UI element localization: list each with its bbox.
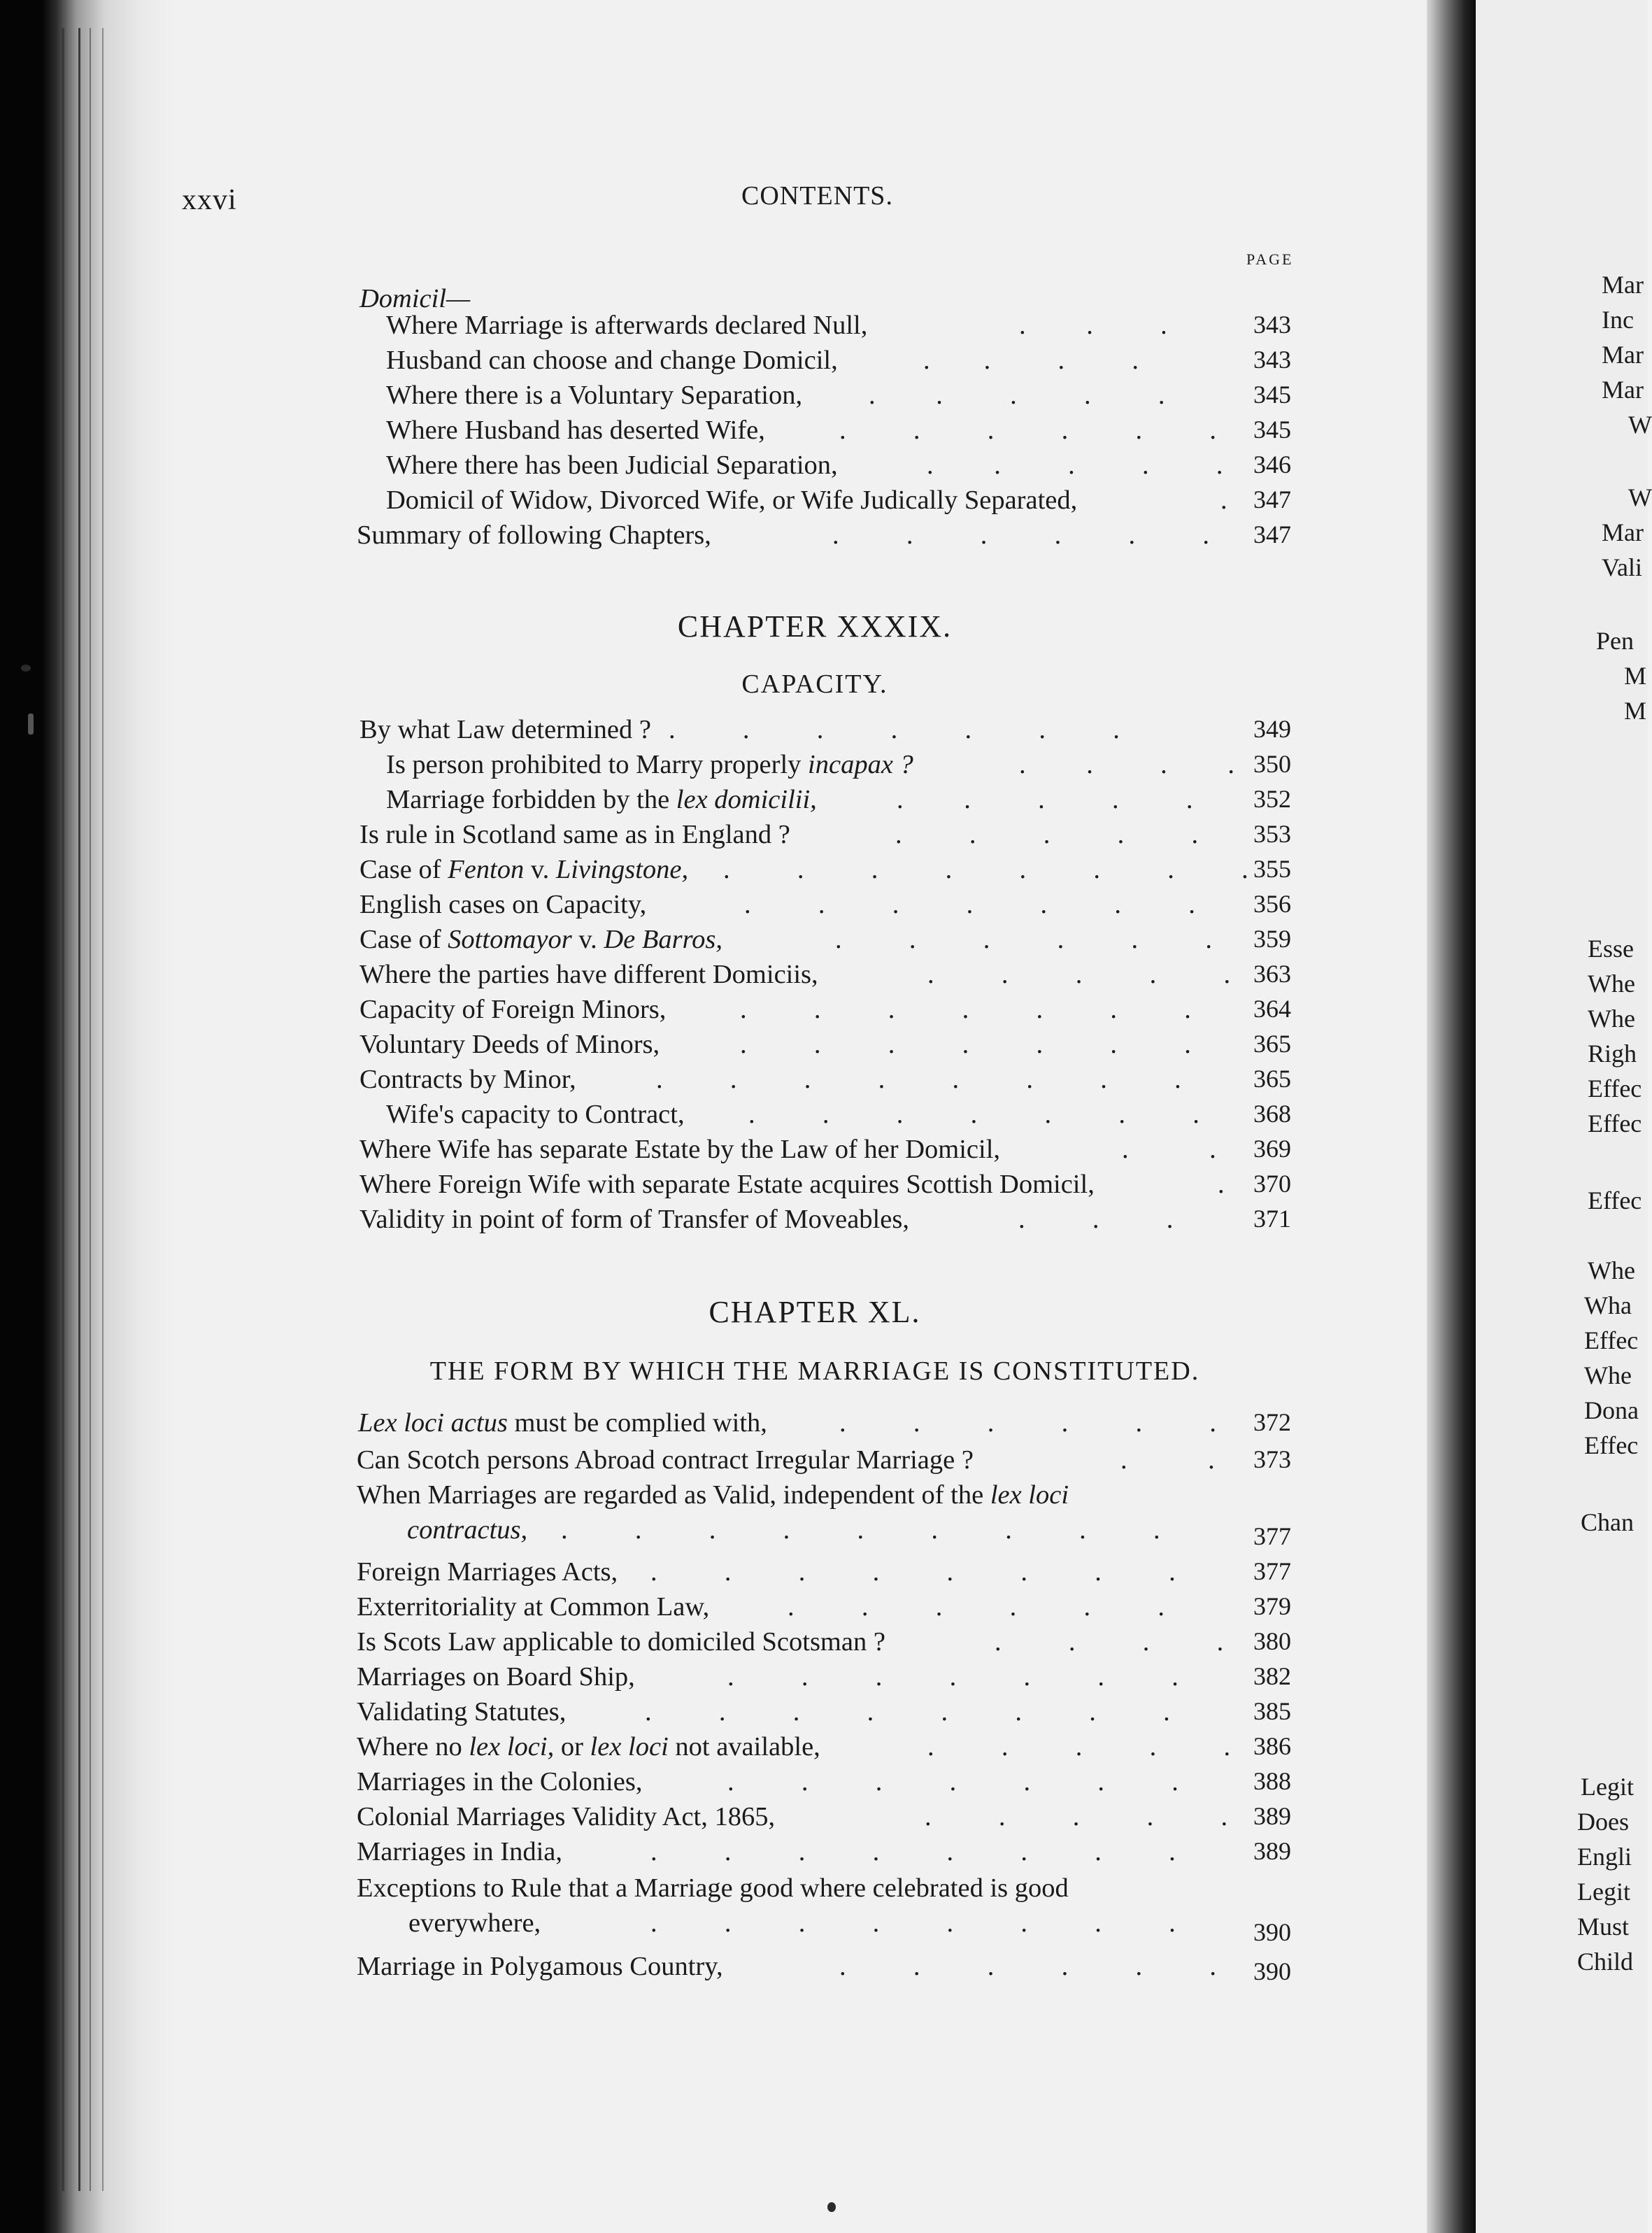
facing-fragment: Effec xyxy=(1588,1075,1642,1103)
toc-entry-text: Exceptions to Rule that a Marriage good where celebrated is good xyxy=(357,1873,1069,1903)
toc-entry-italic: lex loci xyxy=(990,1480,1069,1510)
toc-entry-text: must be complied with, xyxy=(507,1408,767,1438)
section-heading-text: Domicil— xyxy=(359,284,471,313)
toc-entry: Where the parties have different Domiciis, . . . . . xyxy=(359,960,1231,989)
toc-entry: Summary of following Chapters, . . . . . . xyxy=(357,520,1209,550)
toc-page-number: 364 xyxy=(1253,995,1291,1023)
facing-fragment: Mar xyxy=(1602,376,1644,404)
toc-entry: Where there is a Voluntary Separation, . . . . . xyxy=(386,381,1165,410)
scan-mark xyxy=(827,2202,836,2212)
toc-entry-text: or xyxy=(554,1732,590,1761)
toc-page-number: 373 xyxy=(1253,1445,1291,1473)
toc-entry: Where no lex loci, or lex loci not available, . . . . . xyxy=(357,1732,1231,1761)
toc-page-number: 350 xyxy=(1253,750,1291,778)
toc-entry-text: Can Scotch persons Abroad contract Irregular Marriage ? xyxy=(357,1445,974,1475)
toc-entry-italic: lex domicilii, xyxy=(676,785,817,814)
toc-page-number: 377 xyxy=(1253,1557,1291,1585)
toc-entry-italic: Livingstone, xyxy=(555,855,689,884)
toc-entry-text: Marriage in Polygamous Country, xyxy=(357,1952,723,1981)
toc-entry-text: Marriages on Board Ship, xyxy=(357,1662,635,1692)
toc-entry: Is person prohibited to Marry properly incapax ? . . . . xyxy=(386,750,1234,779)
facing-fragment: Esse xyxy=(1588,935,1634,963)
toc-entry-italic: Fenton xyxy=(448,855,525,884)
facing-page xyxy=(1476,0,1652,2233)
facing-fragment: Whe xyxy=(1588,1256,1635,1284)
toc-entry: Wife's capacity to Contract, . . . . . . . xyxy=(386,1100,1199,1129)
toc-entry-text: English cases on Capacity, xyxy=(359,890,647,919)
toc-entry-text: Where Marriage is afterwards declared Null, xyxy=(386,311,868,340)
toc-page-number: 345 xyxy=(1253,416,1291,444)
facing-fragment: Effec xyxy=(1588,1110,1642,1137)
facing-fragment: Whe xyxy=(1584,1361,1632,1389)
facing-fragment: Righ xyxy=(1588,1040,1637,1068)
toc-entry: Marriage in Polygamous Country, . . . . . . xyxy=(357,1952,1216,1981)
toc-entry-text: Where there is a Voluntary Separation, xyxy=(386,381,803,410)
facing-fragment: Mar xyxy=(1602,341,1644,369)
toc-entry-text: Is person prohibited to Marry properly xyxy=(386,750,809,779)
toc-entry-text: By what Law determined ? xyxy=(359,715,651,744)
toc-entry-text: Capacity of Foreign Minors, xyxy=(359,995,667,1024)
toc-entry: Is rule in Scotland same as in England ? . . . . . xyxy=(359,820,1199,849)
toc-entry: Marriages in India, . . . . . . . . xyxy=(357,1837,1176,1866)
facing-fragment: Whe xyxy=(1588,970,1635,998)
toc-page-number: 352 xyxy=(1253,785,1291,813)
toc-entry: Marriage forbidden by the lex domicilii, . . . . . xyxy=(386,785,1193,814)
toc-page-number: 356 xyxy=(1253,890,1291,918)
toc-entry-text: Where there has been Judicial Separation, xyxy=(386,451,838,480)
toc-page-number: 377 xyxy=(1253,1522,1291,1550)
page-column-label: PAGE xyxy=(1246,250,1294,268)
toc-page-number: 372 xyxy=(1253,1408,1291,1436)
toc-entry-text: Marriage forbidden by the xyxy=(386,785,676,814)
facing-fragment: Vali xyxy=(1602,553,1642,581)
toc-page-number: 390 xyxy=(1253,1918,1291,1946)
toc-page-number: 353 xyxy=(1253,820,1291,848)
toc-entry-text: When Marriages are regarded as Valid, independent of the xyxy=(357,1480,990,1510)
chapter-title: CHAPTER XXXIX. xyxy=(677,609,953,644)
facing-fragment: Pen xyxy=(1596,627,1634,655)
toc-entry-italic: Sottomayor xyxy=(448,925,572,954)
toc-page-number: 386 xyxy=(1253,1732,1291,1760)
facing-fragment: Must xyxy=(1577,1913,1630,1941)
toc-page-number: 370 xyxy=(1253,1170,1291,1198)
facing-fragment: Inc xyxy=(1602,306,1634,334)
toc-entry-italic: Lex loci actus xyxy=(358,1408,508,1438)
toc-entry: Contracts by Minor, . . . . . . . . xyxy=(359,1065,1181,1094)
toc-entry: Capacity of Foreign Minors, . . . . . . . xyxy=(359,995,1191,1024)
toc-entry: Where Husband has deserted Wife, . . . . . . xyxy=(386,416,1216,445)
facing-fragment: Child xyxy=(1577,1948,1634,1976)
section-heading xyxy=(359,285,470,313)
toc-entry: Husband can choose and change Domicil, . . . . xyxy=(386,346,1139,375)
facing-fragment: W xyxy=(1628,411,1652,439)
facing-fragment: Effec xyxy=(1584,1431,1639,1459)
facing-fragment: M xyxy=(1624,697,1647,725)
toc-entry-text: Case of xyxy=(359,925,448,954)
toc-entry-text: Exterritoriality at Common Law, xyxy=(357,1592,710,1622)
toc-entry-text: Colonial Marriages Validity Act, 1865, xyxy=(357,1802,776,1831)
toc-entry: Where Foreign Wife with separate Estate acquires Scottish Domicil, . xyxy=(359,1170,1225,1199)
toc-entry-text: Validating Statutes, xyxy=(357,1697,567,1727)
facing-fragment: Mar xyxy=(1602,518,1644,546)
toc-page-number: 368 xyxy=(1253,1100,1291,1128)
toc-entry-text: Domicil of Widow, Divorced Wife, or Wife Judically Separated, xyxy=(386,485,1078,515)
toc-entry-text: Where the parties have different Domiciis, xyxy=(359,960,818,989)
toc-entry xyxy=(357,1482,1069,1509)
toc-entry-text: Contracts by Minor, xyxy=(359,1065,576,1094)
toc-entry: English cases on Capacity, . . . . . . . xyxy=(359,890,1195,919)
toc-page-number: 359 xyxy=(1253,925,1291,953)
toc-entry-text: Summary of following Chapters, xyxy=(357,520,711,550)
toc-entry: Where Marriage is afterwards declared Null, . . . xyxy=(386,311,1167,340)
toc-entry-italic: lex loci xyxy=(590,1732,669,1761)
toc-entry-text: Is Scots Law applicable to domiciled Scotsman ? xyxy=(357,1627,885,1657)
toc-page-number: 349 xyxy=(1253,715,1291,743)
toc-entry-text: Is rule in Scotland same as in England ? xyxy=(359,820,790,849)
toc-page-number: 347 xyxy=(1253,485,1291,513)
toc-entry-text: Where Foreign Wife with separate Estate acquires Scottish Domicil, xyxy=(359,1170,1095,1199)
toc-entry: Where there has been Judicial Separation, . . . . . xyxy=(386,451,1223,480)
toc-page-number: 343 xyxy=(1253,346,1291,374)
facing-fragment: Legit xyxy=(1581,1773,1634,1801)
facing-fragment: Dona xyxy=(1584,1396,1639,1424)
toc-entry-text: Where Husband has deserted Wife, xyxy=(386,416,765,445)
toc-entry: Lex loci actus must be complied with, . . . . . . xyxy=(358,1408,1216,1438)
page-number: xxvi xyxy=(182,184,237,216)
facing-fragment: Does xyxy=(1577,1808,1629,1836)
toc-entry-continuation: everywhere, . . . . . . . . xyxy=(408,1908,1176,1938)
toc-page-number: 380 xyxy=(1253,1627,1291,1655)
facing-fragment: Legit xyxy=(1577,1878,1630,1906)
facing-fragment: W xyxy=(1628,483,1652,511)
toc-entry: Case of Fenton v. Livingstone, . . . . . . . . xyxy=(359,855,1248,884)
toc-entry: Exterritoriality at Common Law, . . . . . . xyxy=(357,1592,1165,1622)
toc-entry: Voluntary Deeds of Minors, . . . . . . . xyxy=(359,1030,1191,1059)
toc-page-number: 343 xyxy=(1253,311,1291,339)
toc-entry-text: Marriages in the Colonies, xyxy=(357,1767,643,1796)
toc-page-number: 389 xyxy=(1253,1837,1291,1865)
toc-entry: By what Law determined ? . . . . . . . xyxy=(359,715,1120,744)
facing-fragment: Engli xyxy=(1577,1843,1632,1871)
toc-entry: Where Wife has separate Estate by the Law of her Domicil, . . xyxy=(359,1135,1216,1164)
toc-page-number: 388 xyxy=(1253,1767,1291,1795)
toc-page-number: 385 xyxy=(1253,1697,1291,1725)
facing-fragment: Wha xyxy=(1584,1291,1632,1319)
facing-fragment: M xyxy=(1624,662,1647,690)
toc-page-number: 363 xyxy=(1253,960,1291,988)
toc-entry-italic: contractus, xyxy=(407,1515,528,1545)
chapter-subtitle: CAPACITY. xyxy=(741,669,888,699)
toc-entry-text: everywhere, xyxy=(408,1908,541,1938)
chapter-subtitle: THE FORM BY WHICH THE MARRIAGE IS CONSTITUTED. xyxy=(429,1356,1200,1386)
page-gutter xyxy=(1427,0,1476,2233)
toc-page-number: 347 xyxy=(1253,520,1291,548)
facing-fragment: Effec xyxy=(1584,1326,1639,1354)
facing-fragment: Mar xyxy=(1602,271,1644,299)
toc-entry-text: Wife's capacity to Contract, xyxy=(386,1100,685,1129)
toc-entry-text: Where Wife has separate Estate by the Law of her Domicil, xyxy=(359,1135,1001,1164)
toc-entry: Colonial Marriages Validity Act, 1865, . . . . . xyxy=(357,1802,1228,1831)
toc-entry: Is Scots Law applicable to domiciled Scotsman ? . . . . xyxy=(357,1627,1224,1657)
toc-entry-text: Case of xyxy=(359,855,448,884)
toc-page-number: 369 xyxy=(1253,1135,1291,1163)
toc-entry-text: v. xyxy=(571,925,604,954)
toc-entry-text: not available, xyxy=(668,1732,820,1761)
toc-entry-text: Husband can choose and change Domicil, xyxy=(386,346,838,375)
facing-fragment: Whe xyxy=(1588,1005,1635,1033)
chapter-title: CHAPTER XL. xyxy=(708,1295,921,1329)
scan-mark xyxy=(28,714,34,735)
toc-page-number: 365 xyxy=(1253,1065,1291,1093)
toc-page-number: 382 xyxy=(1253,1662,1291,1690)
toc-entry-text: Marriages in India, xyxy=(357,1837,562,1866)
toc-entry: Foreign Marriages Acts, . . . . . . . . xyxy=(357,1557,1176,1587)
toc-entry: Case of Sottomayor v. De Barros, . . . . . . xyxy=(359,925,1212,954)
toc-entry-text: Voluntary Deeds of Minors, xyxy=(359,1030,660,1059)
toc-page-number: 345 xyxy=(1253,381,1291,409)
toc-page-number: 390 xyxy=(1253,1957,1291,1985)
toc-entry-text: Validity in point of form of Transfer of Moveables, xyxy=(359,1205,909,1234)
toc-entry: Marriages on Board Ship, . . . . . . . xyxy=(357,1662,1179,1692)
book-binding-edge xyxy=(0,0,175,2233)
facing-fragment: Chan xyxy=(1581,1508,1634,1536)
toc-entry: Marriages in the Colonies, . . . . . . . xyxy=(357,1767,1179,1796)
toc-entry: Domicil of Widow, Divorced Wife, or Wife Judically Separated, . xyxy=(386,485,1227,515)
toc-entry-text: Where no xyxy=(357,1732,469,1761)
toc-entry: Validating Statutes, . . . . . . . . xyxy=(357,1697,1170,1727)
toc-page-number: 346 xyxy=(1253,451,1291,478)
toc-page-number: 389 xyxy=(1253,1802,1291,1830)
toc-entry-italic: incapax ? xyxy=(808,750,913,779)
toc-entry-text: v. xyxy=(524,855,556,884)
toc-page-number: 379 xyxy=(1253,1592,1291,1620)
toc-entry xyxy=(357,1875,1069,1902)
toc-entry: Validity in point of form of Transfer of Moveables, . . . xyxy=(359,1205,1174,1234)
toc-page-number: 365 xyxy=(1253,1030,1291,1058)
toc-entry-continuation: contractus, . . . . . . . . . xyxy=(407,1515,1160,1545)
toc-entry: Can Scotch persons Abroad contract Irregular Marriage ? . . xyxy=(357,1445,1215,1475)
toc-page-number: 355 xyxy=(1253,855,1291,883)
toc-entry-italic: lex loci, xyxy=(469,1732,555,1761)
toc-entry-text: Foreign Marriages Acts, xyxy=(357,1557,618,1587)
toc-page-number: 371 xyxy=(1253,1205,1291,1233)
toc-entry-italic: De Barros, xyxy=(604,925,723,954)
running-title: CONTENTS. xyxy=(741,181,893,211)
facing-fragment: Effec xyxy=(1588,1186,1642,1214)
